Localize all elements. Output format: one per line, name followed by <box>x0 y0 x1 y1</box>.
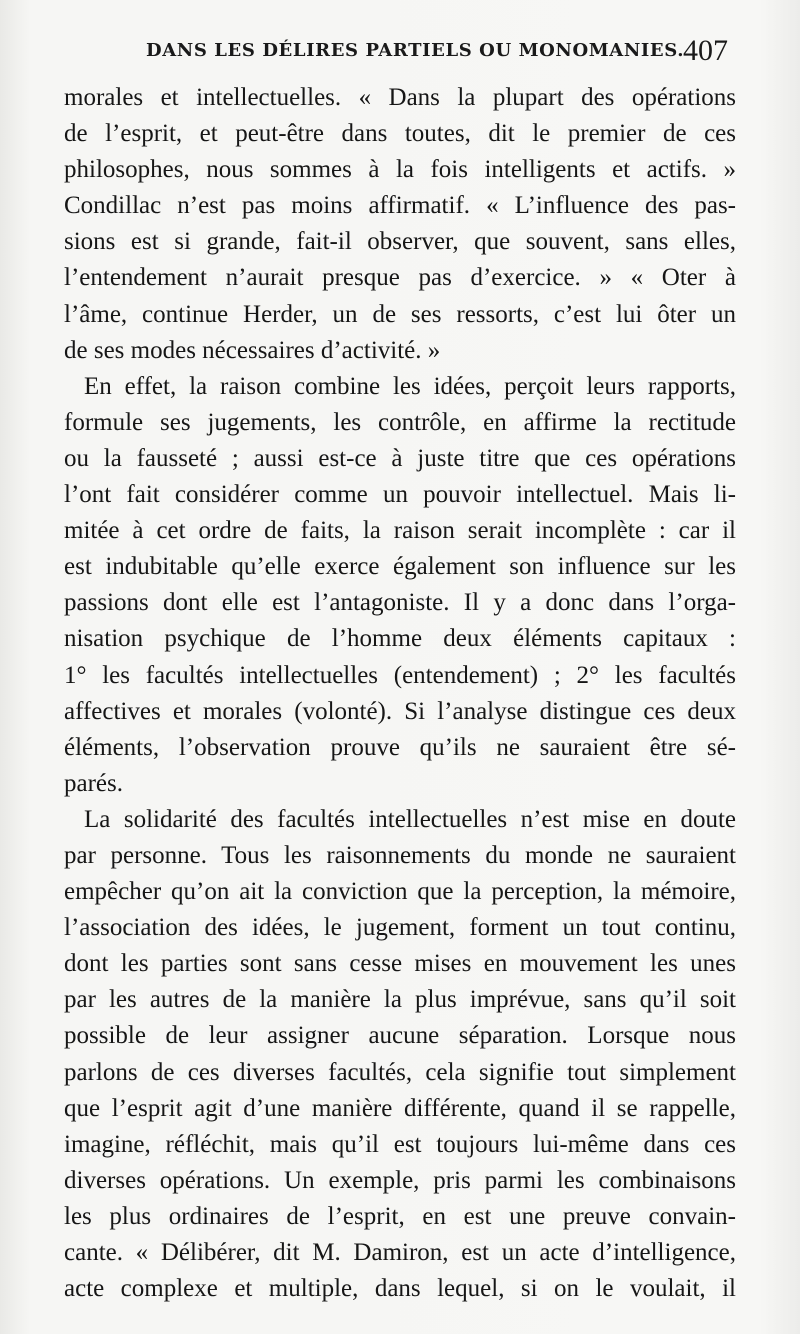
page-number: 407 <box>683 34 728 67</box>
text-line: l’association des idées, le jugement, forment un tout continu, <box>64 914 736 942</box>
text-line: mitée à cet ordre de faits, la raison serait incomplète : car il <box>64 517 736 545</box>
text-line: 1° les facultés intellectuelles (entendement) ; 2° les facultés <box>64 661 736 689</box>
text-line: En effet, la raison combine les idées, perçoit leurs rapports, <box>84 372 736 400</box>
text-line: diverses opérations. Un exemple, pris parmi les combinaisons <box>64 1166 736 1194</box>
text-line: l’entendement n’aurait presque pas d’exercice. » « Oter à <box>64 264 736 292</box>
text-line: affectives et morales (volonté). Si l’analyse distingue ces deux <box>64 697 736 725</box>
text-line: de l’esprit, et peut-être dans toutes, dit le premier de ces <box>64 120 736 148</box>
text-line: par les autres de la manière la plus imprévue, sans qu’il soit <box>64 986 736 1014</box>
text-line: ou la fausseté ; aussi est-ce à juste titre que ces opérations <box>64 444 736 472</box>
text-line: l’âme, continue Herder, un de ses ressorts, c’est lui ôter un <box>64 300 736 328</box>
text-line: par personne. Tous les raisonnements du monde ne sauraient <box>64 841 736 869</box>
text-body <box>64 80 736 1307</box>
text-line: Condillac n’est pas moins affirmatif. « L’influence des pas- <box>64 192 736 220</box>
text-line: imagine, réfléchit, mais qu’il est toujours lui-même dans ces <box>64 1130 736 1158</box>
text-line: empêcher qu’on ait la conviction que la perception, la mémoire, <box>64 878 736 906</box>
text-line: philosophes, nous sommes à la fois intelligents et actifs. » <box>64 156 736 184</box>
text-line: cante. « Délibérer, dit M. Damiron, est un acte d’intelligence, <box>64 1239 736 1266</box>
text-line: de ses modes nécessaires d’activité. » <box>64 336 441 364</box>
text-line: morales et intellectuelles. « Dans la plupart des opérations <box>64 84 736 111</box>
text-line: les plus ordinaires de l’esprit, en est une preuve convain- <box>64 1202 736 1230</box>
running-title: DANS LES DÉLIRES PARTIELS OU MONOMANIES. <box>146 40 685 61</box>
text-line: possible de leur assigner aucune séparation. Lorsque nous <box>64 1022 736 1050</box>
text-line: éléments, l’observation prouve qu’ils ne sauraient être sé- <box>64 733 736 761</box>
text-line: La solidarité des facultés intellectuelles n’est mise en doute <box>84 805 736 833</box>
text-line: l’ont fait considérer comme un pouvoir intellectuel. Mais li- <box>64 481 736 509</box>
text-line: dont les parties sont sans cesse mises en mouvement les unes <box>64 950 736 978</box>
text-line: parés. <box>64 769 123 797</box>
text-line: nisation psychique de l’homme deux éléments capitaux : <box>64 625 736 653</box>
page-header <box>0 34 800 74</box>
text-line: que l’esprit agit d’une manière différente, quand il se rappelle, <box>64 1094 736 1122</box>
text-line: est indubitable qu’elle exerce également son influence sur les <box>64 553 736 581</box>
text-line: passions dont elle est l’antagoniste. Il y a donc dans l’orga- <box>64 589 736 617</box>
text-line: formule ses jugements, les contrôle, en affirme la rectitude <box>64 408 736 436</box>
text-line: sions est si grande, fait-il observer, que souvent, sans elles, <box>64 228 736 256</box>
text-line: parlons de ces diverses facultés, cela signifie tout simplement <box>64 1058 736 1086</box>
text-line: acte complexe et multiple, dans lequel, si on le voulait, il <box>64 1275 736 1303</box>
